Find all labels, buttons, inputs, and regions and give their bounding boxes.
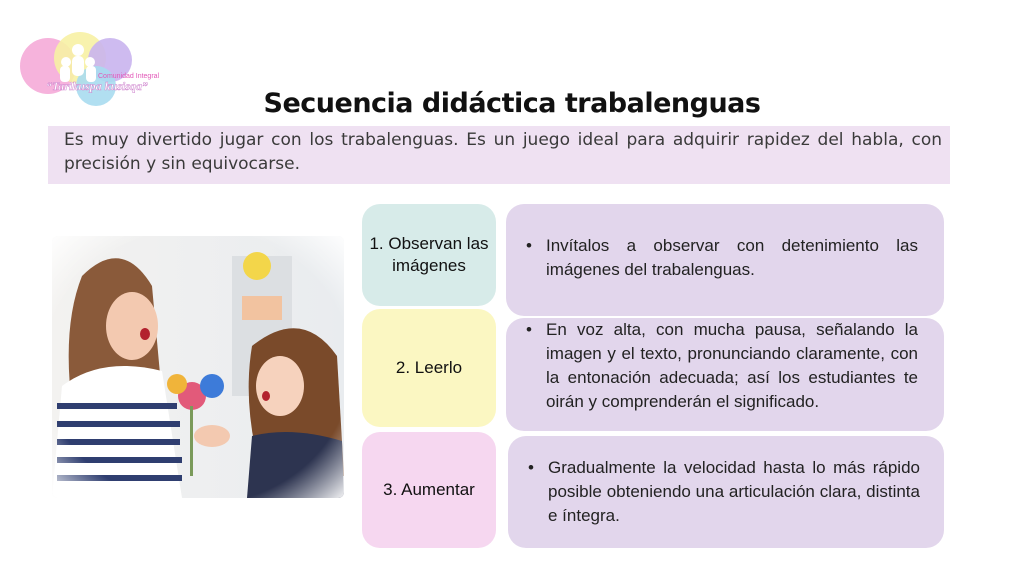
step-3-description-box (508, 436, 944, 548)
page-title: Secuencia didáctica trabalenguas (263, 88, 761, 119)
step-1-text: Invítalos a observar con detenimiento las imágenes del trabalenguas. (546, 236, 918, 279)
intro-text: Es muy divertido jugar con los trabalenguas. Es un juego ideal para adquirir rapidez del habla, con precisión y sin equivocarse. (48, 126, 950, 184)
bullet-icon: • (526, 320, 532, 339)
bullet-icon: • (528, 458, 534, 477)
step-2-label: 2. Leerlo (362, 309, 496, 427)
step-1-label: 1. Observan las imágenes (362, 204, 496, 306)
logo-line1: Comunidad Integral (98, 73, 160, 80)
logo-line2: “Tarikuspa kusisqa” (46, 79, 148, 93)
step-1-description-box (506, 204, 944, 316)
step-3-description (528, 456, 920, 528)
step-1-description (526, 234, 918, 282)
step-2-text: En voz alta, con mucha pausa, señalando la imagen y el texto, pronunciando claramente, con la entonación adecuada; así los estudiantes te oirán y comprenderán el significado. (546, 320, 918, 411)
teacher-child-photo (52, 236, 344, 498)
step-2-description (526, 318, 918, 414)
step-2-description-box (506, 318, 944, 431)
step-3-text: Gradualmente la velocidad hasta lo más rápido posible obteniendo una articulación clara, distinta e íntegra. (548, 458, 920, 525)
bullet-icon: • (526, 236, 532, 255)
step-3-label: 3. Aumentar (362, 432, 496, 548)
